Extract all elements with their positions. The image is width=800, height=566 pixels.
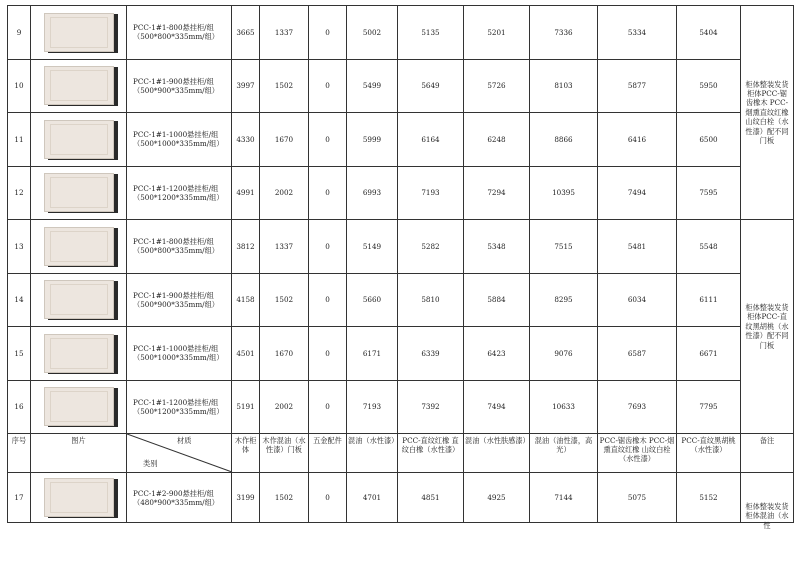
cell-paint-matte: 5726 <box>464 59 530 113</box>
cell-pcc-saw-oak: 6416 <box>598 113 677 167</box>
table-row <box>8 273 794 327</box>
table-row <box>8 380 794 434</box>
cell-pcc-saw-oak: 7693 <box>598 380 677 434</box>
cell-wood-body: 4158 <box>232 273 260 327</box>
product-name: PCC-1#1-800悬挂柜/组 （500*800*335mm/组） <box>127 6 232 60</box>
header-image: 图片 <box>31 434 127 473</box>
cell-wood-door: 1670 <box>260 327 309 381</box>
product-name: PCC-1#1-900悬挂柜/组 （500*900*335mm/组） <box>127 59 232 113</box>
cell-wood-body: 3665 <box>232 6 260 60</box>
row-number: 16 <box>8 380 31 434</box>
header-material-category <box>127 434 232 473</box>
cell-wood-door: 2002 <box>260 166 309 220</box>
cell-pcc-oak: 7193 <box>398 166 464 220</box>
cell-wood-body: 5191 <box>232 380 260 434</box>
cell-hardware: 0 <box>309 166 347 220</box>
cell-hardware: 0 <box>309 6 347 60</box>
header-pcc-saw-oak: PCC-锯齿橡木 PCC-烟熏直纹红橡 山纹白栓（水性漆） <box>598 434 677 473</box>
cell-paint-gloss: 8866 <box>530 113 598 167</box>
cabinet-thumbnail <box>44 120 114 159</box>
cell-pcc-oak: 5810 <box>398 273 464 327</box>
table-row <box>8 473 794 523</box>
cell-pcc-walnut: 6500 <box>677 113 741 167</box>
cell-paint-gloss: 9076 <box>530 327 598 381</box>
table-row <box>8 6 794 60</box>
cell-hardware: 0 <box>309 473 347 523</box>
cell-paint-gloss: 7336 <box>530 6 598 60</box>
product-image <box>31 220 127 274</box>
cell-paint-gloss: 10395 <box>530 166 598 220</box>
cell-pcc-walnut: 5548 <box>677 220 741 274</box>
cabinet-thumbnail <box>44 227 114 266</box>
cell-pcc-walnut: 5950 <box>677 59 741 113</box>
header-no: 序号 <box>8 434 31 473</box>
cell-wood-door: 2002 <box>260 380 309 434</box>
cell-hardware: 0 <box>309 327 347 381</box>
remark-text: 柜体整装发货 柜体混油（水性 <box>745 502 789 530</box>
cell-pcc-walnut: 7595 <box>677 166 741 220</box>
cell-pcc-oak: 4851 <box>398 473 464 523</box>
cell-paint-water: 5002 <box>347 6 398 60</box>
cell-wood-door: 1670 <box>260 113 309 167</box>
row-number: 10 <box>8 59 31 113</box>
cell-pcc-oak: 6164 <box>398 113 464 167</box>
product-name: PCC-1#1-1000悬挂柜/组 （500*1000*335mm/组） <box>127 327 232 381</box>
header-paint-gloss: 混油（油性漆，高光） <box>530 434 598 473</box>
header-pcc-walnut: PCC-直纹黑胡桃（水性漆） <box>677 434 741 473</box>
product-image <box>31 327 127 381</box>
cell-paint-water: 7193 <box>347 380 398 434</box>
cell-paint-water: 5149 <box>347 220 398 274</box>
product-name: PCC-1#2-900悬挂柜/组 （480*900*335mm/组） <box>127 473 232 523</box>
header-paint-water: 混油（水性漆） <box>347 434 398 473</box>
cell-hardware: 0 <box>309 273 347 327</box>
cell-pcc-walnut: 5152 <box>677 473 741 523</box>
cell-paint-gloss: 8103 <box>530 59 598 113</box>
cell-wood-body: 4991 <box>232 166 260 220</box>
row-number: 15 <box>8 327 31 381</box>
cell-paint-water: 5999 <box>347 113 398 167</box>
row-number: 14 <box>8 273 31 327</box>
cell-pcc-oak: 7392 <box>398 380 464 434</box>
product-name: PCC-1#1-1200悬挂柜/组 （500*1200*335mm/组） <box>127 166 232 220</box>
cell-wood-body: 4501 <box>232 327 260 381</box>
cell-paint-matte: 5884 <box>464 273 530 327</box>
cabinet-thumbnail <box>44 173 114 212</box>
table-row <box>8 59 794 113</box>
header-wood-door: 木作混油（水性漆）门板 <box>260 434 309 473</box>
remark-cell <box>741 473 794 530</box>
cell-pcc-saw-oak: 6587 <box>598 327 677 381</box>
cell-paint-matte: 7494 <box>464 380 530 434</box>
table-row <box>8 327 794 381</box>
cell-paint-gloss: 7515 <box>530 220 598 274</box>
product-image <box>31 6 127 60</box>
row-number: 11 <box>8 113 31 167</box>
cell-hardware: 0 <box>309 220 347 274</box>
cell-pcc-saw-oak: 5877 <box>598 59 677 113</box>
table-row <box>8 220 794 274</box>
cabinet-thumbnail <box>44 387 114 426</box>
cell-pcc-oak: 5649 <box>398 59 464 113</box>
cell-paint-water: 6993 <box>347 166 398 220</box>
product-image <box>31 273 127 327</box>
cell-hardware: 0 <box>309 59 347 113</box>
cell-paint-matte: 5348 <box>464 220 530 274</box>
cell-pcc-oak: 5282 <box>398 220 464 274</box>
product-image <box>31 473 127 523</box>
cell-paint-gloss: 7144 <box>530 473 598 523</box>
row-number: 17 <box>8 473 31 523</box>
cell-paint-gloss: 10633 <box>530 380 598 434</box>
remark-text: 柜体整装发货 柜体PCC-直纹黑胡桃（水性漆）配不同门板 <box>745 303 789 350</box>
product-image <box>31 113 127 167</box>
cell-pcc-walnut: 7795 <box>677 380 741 434</box>
cell-paint-water: 6171 <box>347 327 398 381</box>
header-pcc-oak: PCC-直纹红橡 直纹白橡（水性漆） <box>398 434 464 473</box>
cell-pcc-walnut: 6671 <box>677 327 741 381</box>
cabinet-thumbnail <box>44 334 114 373</box>
header-hardware: 五金配件 <box>309 434 347 473</box>
cabinet-thumbnail <box>44 13 114 52</box>
table-body <box>8 6 794 530</box>
cell-paint-matte: 6248 <box>464 113 530 167</box>
product-name: PCC-1#1-900悬挂柜/组 （500*900*335mm/组） <box>127 273 232 327</box>
product-name: PCC-1#1-1200悬挂柜/组 （500*1200*335mm/组） <box>127 380 232 434</box>
remark-cell <box>741 6 794 220</box>
product-image <box>31 59 127 113</box>
cell-pcc-saw-oak: 6034 <box>598 273 677 327</box>
cell-wood-door: 1337 <box>260 220 309 274</box>
cell-wood-body: 3199 <box>232 473 260 523</box>
product-image <box>31 166 127 220</box>
header-material: 材质 <box>177 436 192 445</box>
cell-paint-water: 5499 <box>347 59 398 113</box>
remark-text: 柜体整装发货 柜体PCC-锯齿橡木 PCC-烟熏直纹红橡 山纹白栓（水性漆）配不同门板 <box>745 79 789 145</box>
row-number: 12 <box>8 166 31 220</box>
cell-paint-gloss: 8295 <box>530 273 598 327</box>
cell-wood-door: 1337 <box>260 6 309 60</box>
cell-pcc-walnut: 5404 <box>677 6 741 60</box>
cell-paint-matte: 7294 <box>464 166 530 220</box>
price-table <box>7 5 794 530</box>
cabinet-thumbnail <box>44 478 114 517</box>
cell-pcc-saw-oak: 5334 <box>598 6 677 60</box>
cell-paint-matte: 5201 <box>464 6 530 60</box>
cell-wood-door: 1502 <box>260 273 309 327</box>
cabinet-thumbnail <box>44 280 114 319</box>
cell-wood-body: 4330 <box>232 113 260 167</box>
product-name: PCC-1#1-1000悬挂柜/组 （500*1000*335mm/组） <box>127 113 232 167</box>
cell-wood-body: 3812 <box>232 220 260 274</box>
cell-wood-body: 3997 <box>232 59 260 113</box>
cell-paint-matte: 6423 <box>464 327 530 381</box>
header-category: 类别 <box>143 459 158 468</box>
cell-pcc-saw-oak: 5075 <box>598 473 677 523</box>
cell-paint-water: 4701 <box>347 473 398 523</box>
table-row <box>8 166 794 220</box>
cell-pcc-saw-oak: 5481 <box>598 220 677 274</box>
cell-hardware: 0 <box>309 380 347 434</box>
product-image <box>31 380 127 434</box>
table-row <box>8 113 794 167</box>
cabinet-thumbnail <box>44 66 114 105</box>
product-name: PCC-1#1-800悬挂柜/组 （500*800*335mm/组） <box>127 220 232 274</box>
cell-wood-door: 1502 <box>260 473 309 523</box>
cell-pcc-saw-oak: 7494 <box>598 166 677 220</box>
header-wood-body: 木作柜体 <box>232 434 260 473</box>
header-paint-matte: 混油（水性肤感漆） <box>464 434 530 473</box>
cell-paint-water: 5660 <box>347 273 398 327</box>
cell-wood-door: 1502 <box>260 59 309 113</box>
remark-cell <box>741 220 794 434</box>
cell-pcc-oak: 5135 <box>398 6 464 60</box>
cell-pcc-oak: 6339 <box>398 327 464 381</box>
cell-hardware: 0 <box>309 113 347 167</box>
row-number: 9 <box>8 6 31 60</box>
cell-paint-matte: 4925 <box>464 473 530 523</box>
cell-pcc-walnut: 6111 <box>677 273 741 327</box>
header-row <box>8 434 794 473</box>
header-remark: 备注 <box>741 434 794 473</box>
row-number: 13 <box>8 220 31 274</box>
